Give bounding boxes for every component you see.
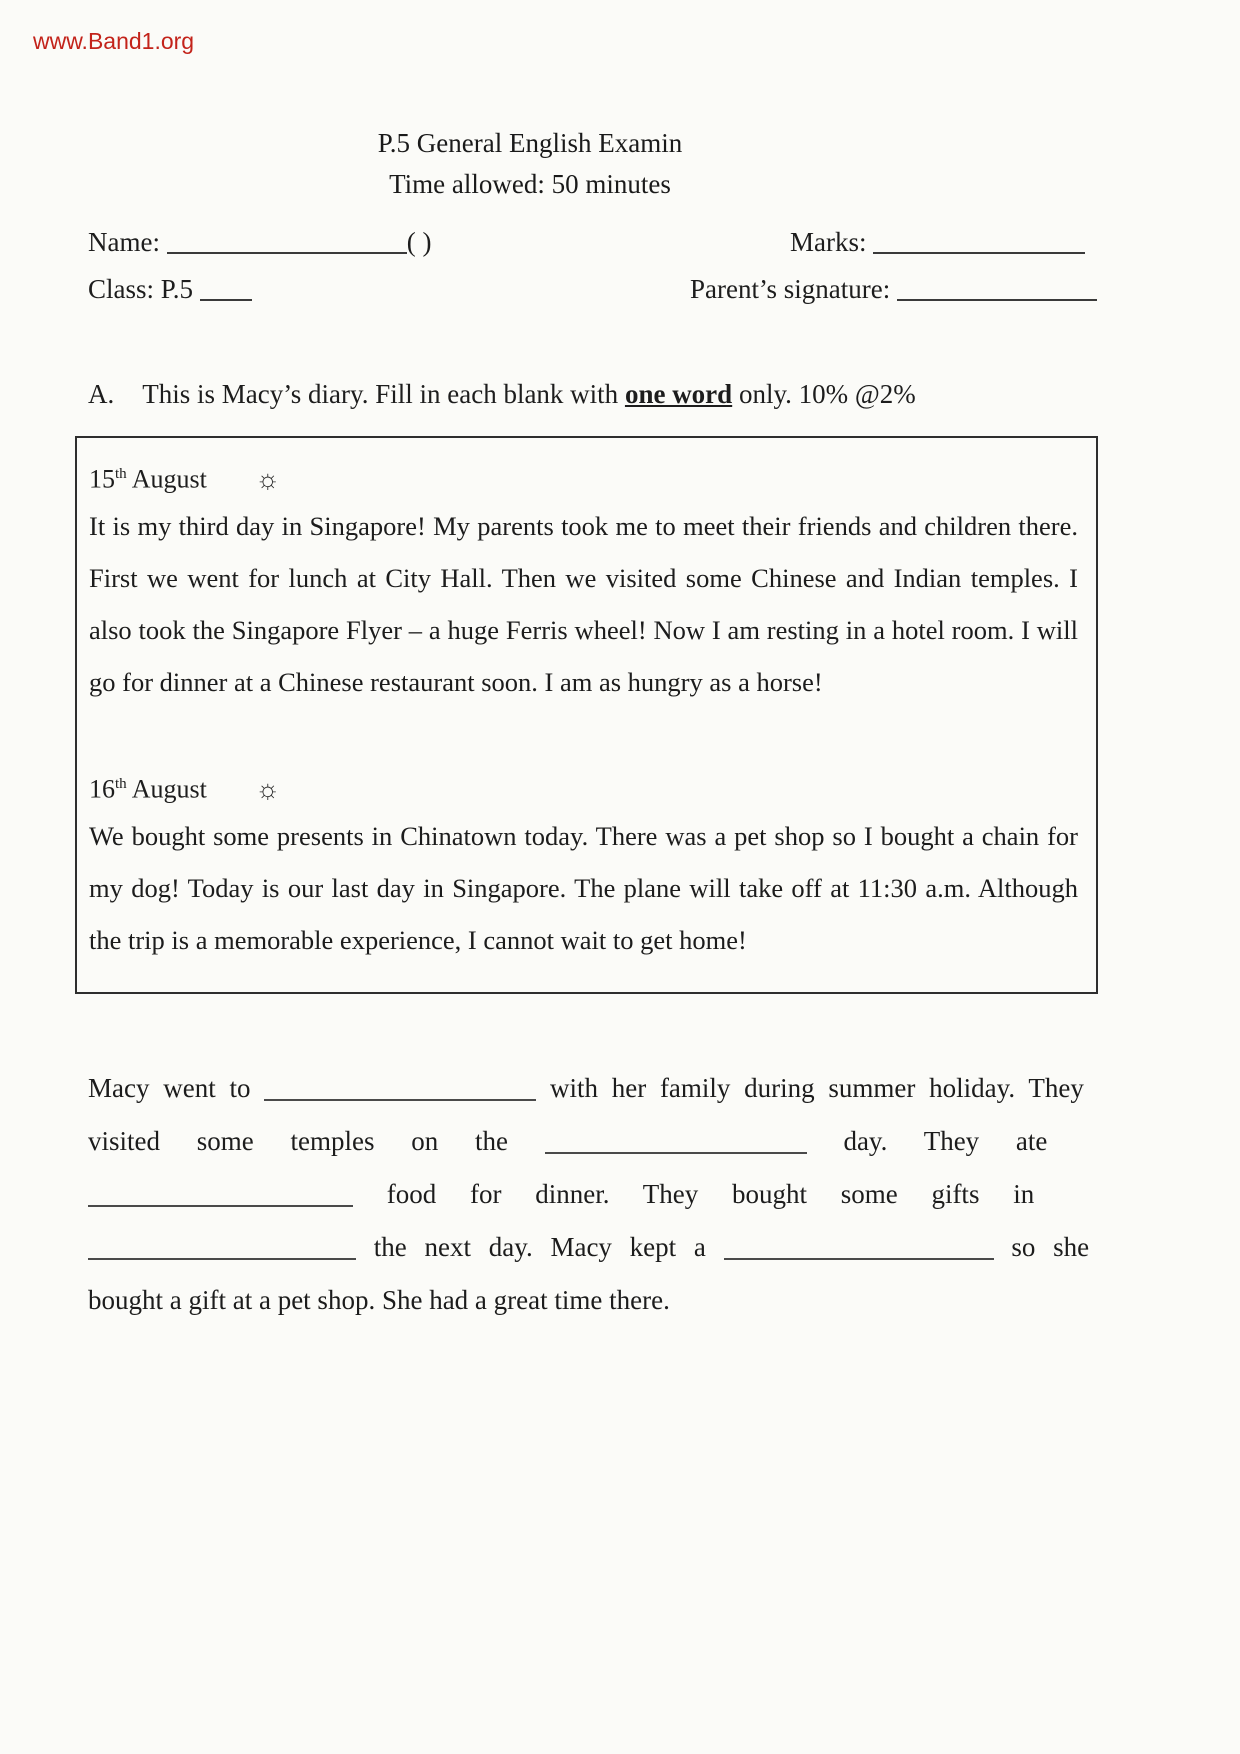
answer-blank-2[interactable] xyxy=(545,1134,807,1154)
cloze-exercise xyxy=(88,1062,1185,1327)
diary-entry-1 xyxy=(89,448,1078,708)
answer-blank-1[interactable] xyxy=(264,1081,536,1101)
diary-box xyxy=(75,436,1098,994)
section-a-number: A. xyxy=(88,379,115,409)
cloze-text: the next day. Macy kept a xyxy=(373,1232,706,1262)
name-field[interactable] xyxy=(167,232,407,254)
class-number-paren: ( ) xyxy=(406,227,432,257)
section-a-instruction: This is Macy’s diary. Fill in each blank with xyxy=(142,379,619,409)
cloze-text: food for dinner. They bought some gifts in xyxy=(386,1179,1035,1209)
cloze-text: Macy went to xyxy=(88,1073,251,1103)
cloze-text: day. They ate xyxy=(843,1126,1048,1156)
parent-signature-label: Parent’s signature: xyxy=(690,274,891,304)
diary-date-1 xyxy=(89,448,1078,500)
class-field[interactable] xyxy=(200,279,252,301)
date-day: 16 xyxy=(89,774,115,804)
diary-entry-2 xyxy=(89,758,1078,966)
cloze-line-1 xyxy=(88,1062,1185,1115)
cloze-line-5 xyxy=(88,1274,1185,1327)
time-allowed: Time allowed: 50 minutes xyxy=(389,169,671,199)
date-month: August xyxy=(131,464,207,494)
date-ordinal: th xyxy=(115,776,127,792)
cloze-text: with her family during summer holiday. They xyxy=(549,1073,1084,1103)
section-a-instruction-tail: only. 10% @2% xyxy=(738,379,916,409)
site-watermark: www.Band1.org xyxy=(33,28,195,54)
cloze-text: so she xyxy=(1011,1232,1090,1262)
parent-signature-field[interactable] xyxy=(897,279,1097,301)
answer-blank-5[interactable] xyxy=(724,1240,994,1260)
diary-date-2 xyxy=(89,758,1078,810)
answer-blank-3[interactable] xyxy=(88,1187,353,1207)
cloze-line-3 xyxy=(88,1168,1185,1221)
section-a-heading xyxy=(88,379,1185,410)
date-ordinal: th xyxy=(115,466,127,482)
marks-label: Marks: xyxy=(790,227,867,257)
sun-icon: ☼ xyxy=(255,773,281,804)
cloze-line-2 xyxy=(88,1115,1185,1168)
diary-text-1: It is my third day in Singapore! My parents took me to meet their friends and children there. First we went for lunch at City Hall. Then we visited some Chinese and Indian temples. I also took the Singapore Flyer – a huge Ferris wheel! Now I am resting in a hotel room. I will go for dinner at a Chinese restaurant soon. I am as hungry as a horse! xyxy=(89,511,1078,697)
diary-text-2: We bought some presents in Chinatown today. There was a pet shop so I bought a chain for my dog! Today is our last day in Singapore. The plane will take off at 11:30 a.m. Although the trip is a memorable experience, I cannot wait to get home! xyxy=(89,821,1078,955)
date-month: August xyxy=(131,774,207,804)
sun-icon: ☼ xyxy=(255,463,281,494)
class-label: Class: P.5 xyxy=(88,274,194,304)
cloze-text: bought a gift at a pet shop. She had a great time there. xyxy=(88,1285,670,1315)
answer-blank-4[interactable] xyxy=(88,1240,356,1260)
title-block xyxy=(0,123,1240,205)
cloze-line-4 xyxy=(88,1221,1185,1274)
name-label: Name: xyxy=(88,227,160,257)
marks-field[interactable] xyxy=(873,232,1085,254)
instruction-one-word: one word xyxy=(624,379,733,409)
name-marks-row xyxy=(88,227,1240,274)
class-signature-row xyxy=(88,274,1240,321)
cloze-text: visited some temples on the xyxy=(88,1126,508,1156)
date-day: 15 xyxy=(89,464,115,494)
exam-title: P.5 General English Examin xyxy=(377,128,683,158)
